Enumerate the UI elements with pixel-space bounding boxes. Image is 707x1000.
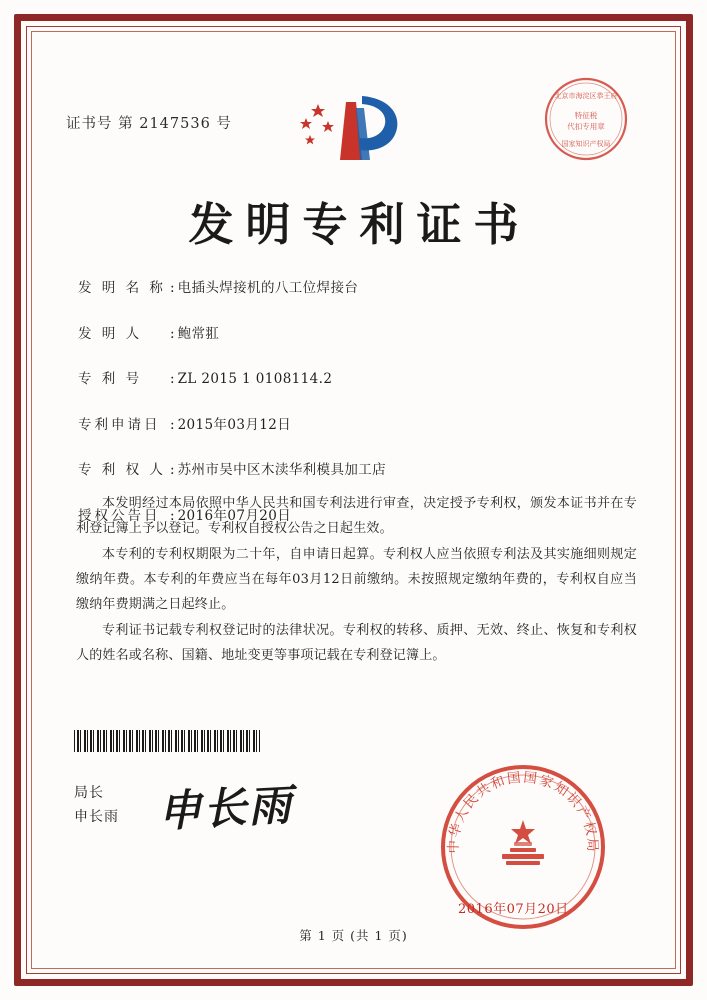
- svg-text:特征税: 特征税: [574, 111, 598, 120]
- field-colon: :: [170, 280, 175, 296]
- field-colon: :: [170, 371, 175, 387]
- field-label: 发 明 名 称: [78, 280, 166, 296]
- svg-text:北京市海淀区恭王府: 北京市海淀区恭王府: [554, 92, 618, 100]
- body-paragraph: 本发明经过本局依照中华人民共和国专利法进行审查，决定授予专利权，颁发本证书并在专利登记簿上予以登记。专利权自授权公告之日起生效。: [76, 496, 637, 536]
- field-value-patent-number: ZL 2015 1 0108114.2: [177, 371, 333, 387]
- certificate-number: [66, 112, 232, 133]
- certificate-content: [40, 40, 667, 960]
- svg-text:代扣专用章: 代扣专用章: [567, 122, 605, 131]
- field-value-application-date: 2015年03月12日: [177, 416, 292, 433]
- page-footer: 第 1 页 (共 1 页): [299, 928, 408, 943]
- certificate-number-label: 证书号: [66, 116, 113, 132]
- field-value-patentee: 苏州市吴中区木渎华利模具加工店: [177, 462, 387, 478]
- director-label: 局长: [74, 785, 104, 801]
- director-name: 申长雨: [74, 808, 119, 825]
- field-colon: :: [170, 325, 175, 342]
- tax-seal-icon: [543, 76, 629, 162]
- sipo-logo-icon: [284, 88, 424, 168]
- certificate-number-value: 第 2147536 号: [118, 116, 232, 132]
- field-colon: :: [170, 507, 175, 524]
- barcode: [74, 730, 260, 752]
- field-row: [78, 413, 637, 433]
- field-label: 专 利 号: [78, 371, 143, 387]
- field-label: 专利申请日: [78, 416, 161, 433]
- field-row: [78, 276, 637, 296]
- page-title: 发明专利证书: [188, 198, 531, 251]
- field-value-inventor: 鲍常羾: [177, 325, 220, 342]
- body-paragraph: 本专利的专利权期限为二十年，自申请日起算。专利权人应当依照专利法及其实施细则规定缴纳年费。本专利的年费应当在每年03月12日前缴纳。未按照规定缴纳年费的，专利权自应当缴纳年费期满之日起终止。: [76, 546, 637, 612]
- signature-block: [74, 782, 119, 830]
- body-text: [76, 492, 637, 670]
- field-label: 授权公告日: [78, 507, 161, 524]
- field-value-grant-date: 2016年07月20日: [177, 507, 292, 524]
- svg-text:国家知识产权局: 国家知识产权局: [561, 140, 611, 148]
- handwritten-signature: 申长雨: [156, 780, 295, 838]
- field-label: 专 利 权 人: [78, 462, 166, 478]
- field-colon: :: [170, 462, 175, 478]
- field-colon: :: [170, 416, 175, 433]
- field-row: [78, 367, 637, 387]
- svg-text:中华人民共和国国家知识产权局: 中华人民共和国国家知识产权局: [445, 769, 601, 854]
- body-paragraph: 专利证书记载专利权登记时的法律状况。专利权的转移、质押、无效、终止、恢复和专利权人的姓名或名称、国籍、地址变更等事项记载在专利登记簿上。: [76, 622, 637, 663]
- seal-date: 2016年07月20日: [458, 902, 569, 917]
- field-row: [78, 322, 637, 342]
- field-row: [78, 458, 637, 478]
- field-value-invention-name: 电插头焊接机的八工位焊接台: [177, 280, 359, 296]
- field-label: 发 明 人: [78, 325, 143, 342]
